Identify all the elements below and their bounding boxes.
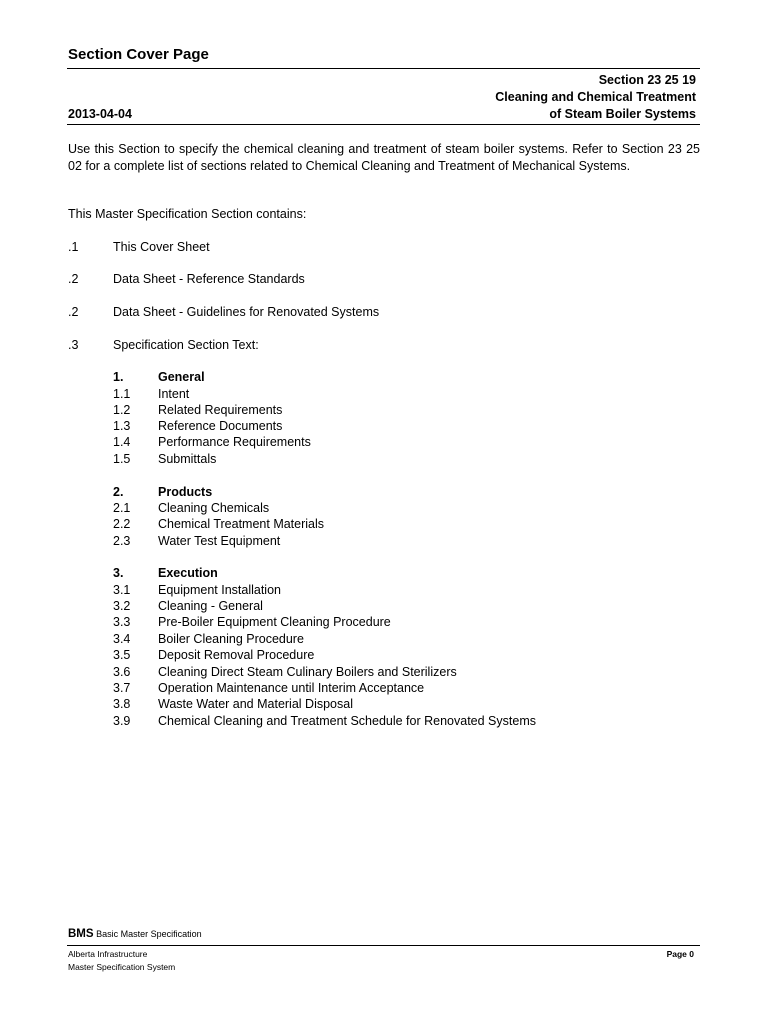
- contents-item-text: Specification Section Text:: [113, 338, 259, 352]
- toc-item-text: Operation Maintenance until Interim Acceptance: [158, 681, 425, 695]
- contents-item-number: .2: [68, 305, 79, 319]
- toc-item-text: Cleaning Direct Steam Culinary Boilers and Sterilizers: [158, 665, 457, 679]
- contents-item-text: Data Sheet - Reference Standards: [113, 272, 305, 286]
- toc-item-number: 3.7: [113, 681, 131, 695]
- contains-label: This Master Specification Section contains:: [68, 207, 307, 221]
- contents-item-text: Data Sheet - Guidelines for Renovated Systems: [113, 305, 380, 319]
- page-header-title: Section Cover Page: [68, 46, 209, 63]
- section-number: Section 23 25 19: [598, 73, 696, 87]
- contents-item-text: This Cover Sheet: [113, 240, 210, 254]
- toc-heading-number: 2.: [113, 485, 124, 499]
- toc-item-text: Equipment Installation: [158, 583, 281, 597]
- header-rule-bottom: [67, 124, 700, 125]
- footer-bms-line: [68, 928, 202, 940]
- toc-item-text: Waste Water and Material Disposal: [158, 697, 353, 711]
- toc-item-number: 1.2: [113, 403, 131, 417]
- header-rule-top: [67, 68, 700, 69]
- toc-item-text: Cleaning Chemicals: [158, 501, 270, 515]
- intro-paragraph: Use this Section to specify the chemical cleaning and treatment of steam boiler systems. Refer to Section 23 25 02 for a complete list of sections related to Chemical Cleaning and Treatment of Mechanical Systems.: [68, 142, 700, 173]
- toc-item-number: 3.4: [113, 632, 131, 646]
- toc-item-number: 1.3: [113, 419, 131, 433]
- footer-rule: [67, 945, 700, 946]
- footer-bms-full: Basic Master Specification: [96, 929, 202, 939]
- toc-item-number: 3.6: [113, 665, 131, 679]
- toc-item-number: 3.9: [113, 714, 131, 728]
- toc-heading-title: Products: [158, 485, 213, 499]
- toc-item-number: 3.8: [113, 697, 131, 711]
- contents-item-number: .2: [68, 272, 79, 286]
- toc-item-number: 1.1: [113, 387, 131, 401]
- section-title-line1: Cleaning and Chemical Treatment: [495, 90, 696, 104]
- footer-system: Master Specification System: [68, 962, 176, 972]
- toc-item-text: Performance Requirements: [158, 435, 311, 449]
- toc-item-number: 2.2: [113, 517, 131, 531]
- toc-item-text: Pre-Boiler Equipment Cleaning Procedure: [158, 615, 391, 629]
- footer-bms-abbrev: BMS: [68, 928, 94, 940]
- toc-heading-number: 1.: [113, 370, 124, 384]
- toc-item-text: Boiler Cleaning Procedure: [158, 632, 304, 646]
- toc-item-number: 3.3: [113, 615, 131, 629]
- toc-item-text: Water Test Equipment: [158, 534, 281, 548]
- toc-item-text: Deposit Removal Procedure: [158, 648, 315, 662]
- toc-item-text: Reference Documents: [158, 419, 283, 433]
- toc-item-number: 3.5: [113, 648, 131, 662]
- contents-item-number: .1: [68, 240, 79, 254]
- document-date: 2013-04-04: [68, 107, 132, 121]
- toc-heading-number: 3.: [113, 566, 124, 580]
- toc-item-text: Chemical Cleaning and Treatment Schedule for Renovated Systems: [158, 714, 536, 728]
- footer-org: Alberta Infrastructure: [68, 949, 148, 959]
- toc-item-text: Submittals: [158, 452, 217, 466]
- toc-heading-title: General: [158, 370, 205, 384]
- footer-page-number: Page 0: [666, 949, 694, 959]
- contents-item-number: .3: [68, 338, 79, 352]
- toc-item-text: Cleaning - General: [158, 599, 263, 613]
- toc-item-text: Chemical Treatment Materials: [158, 517, 325, 531]
- toc-item-text: Related Requirements: [158, 403, 283, 417]
- toc-item-number: 2.1: [113, 501, 131, 515]
- toc-heading-title: Execution: [158, 566, 218, 580]
- toc-item-number: 2.3: [113, 534, 131, 548]
- section-title-line2: of Steam Boiler Systems: [549, 107, 696, 121]
- toc-item-text: Intent: [158, 387, 190, 401]
- toc-item-number: 3.1: [113, 583, 131, 597]
- toc-item-number: 1.5: [113, 452, 131, 466]
- toc-item-number: 1.4: [113, 435, 131, 449]
- toc-item-number: 3.2: [113, 599, 131, 613]
